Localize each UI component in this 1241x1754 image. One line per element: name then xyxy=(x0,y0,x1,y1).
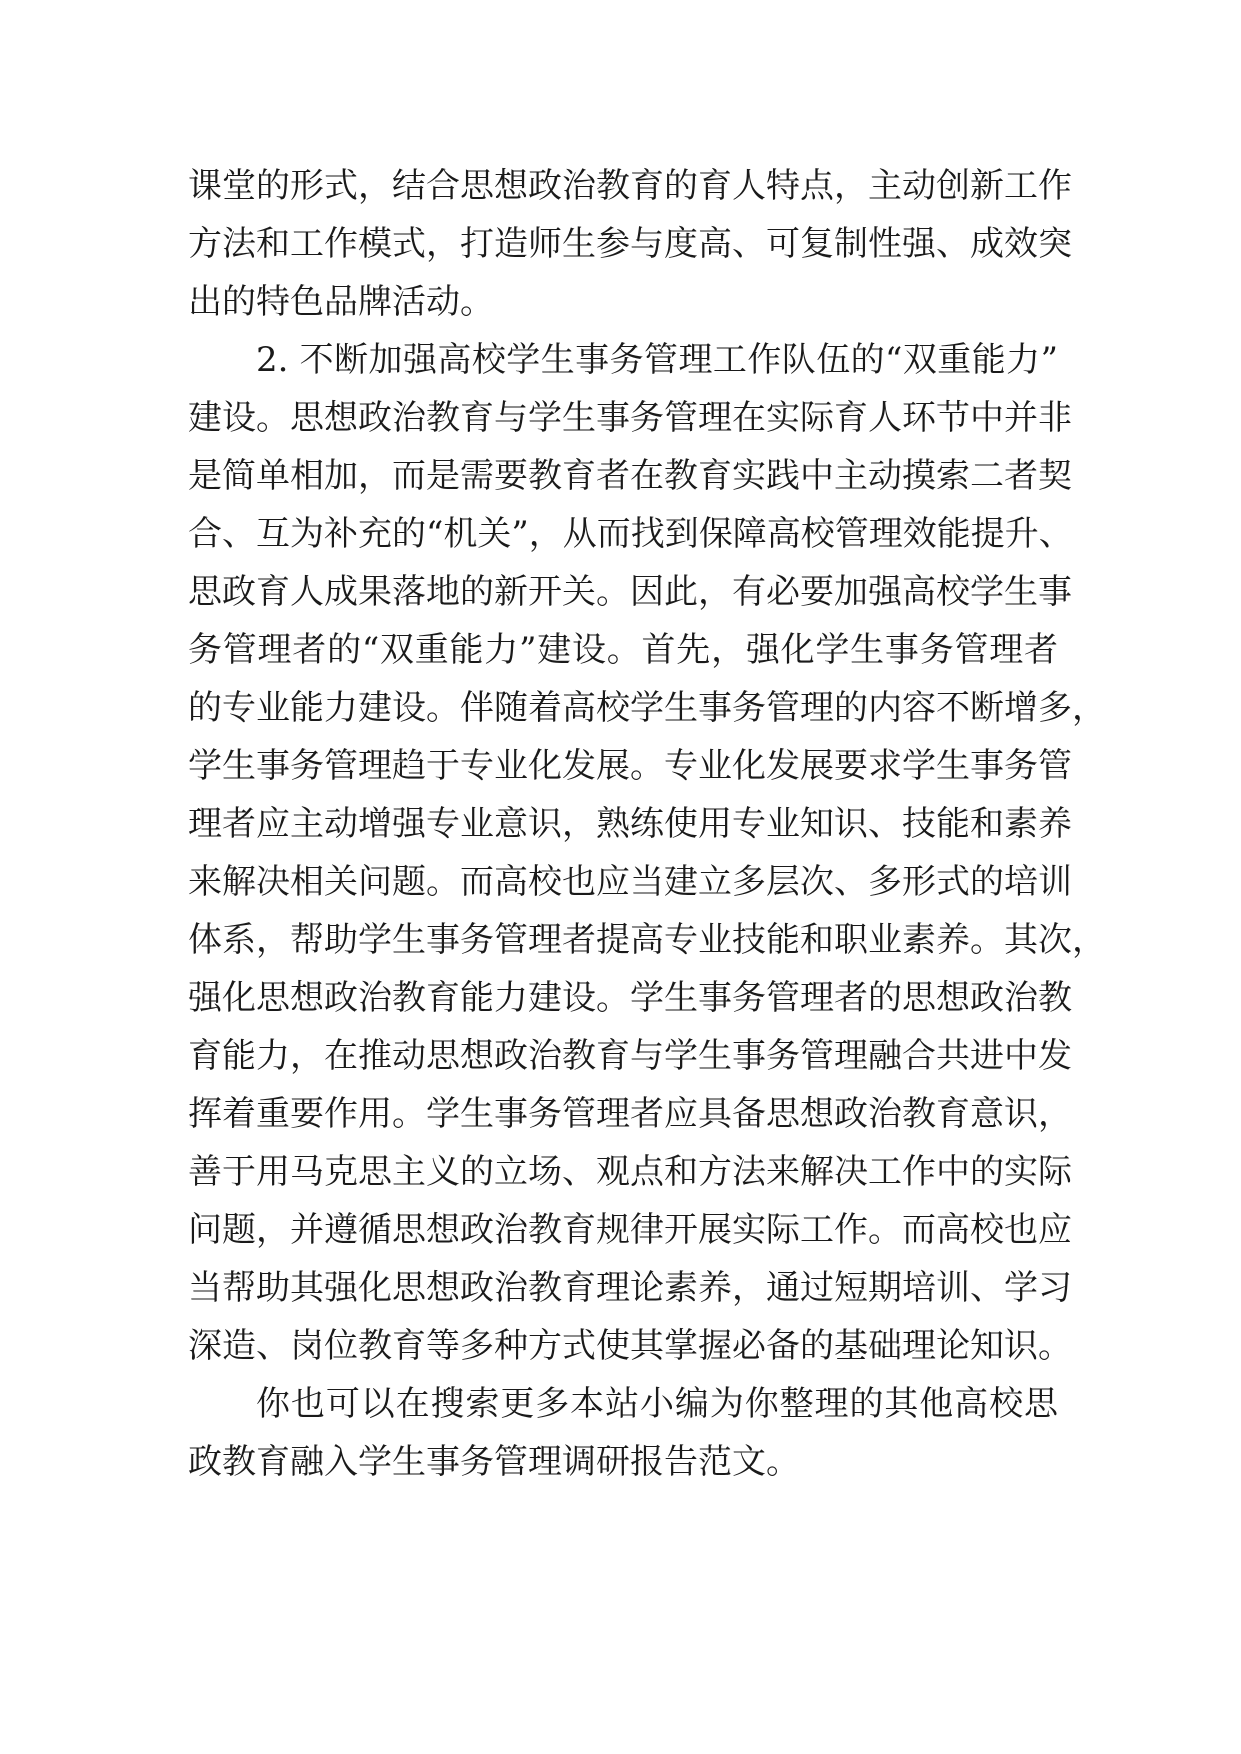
text-line: 思政育人成果落地的新开关。因此，有必要加强高校学生事 xyxy=(188,572,1072,612)
text-line: 政教育融入学生事务管理调研报告范文。 xyxy=(188,1442,800,1482)
text-line: 强化思想政治教育能力建设。学生事务管理者的思想政治教 xyxy=(188,978,1072,1018)
text-line: 的专业能力建设。伴随着高校学生事务管理的内容不断增多， xyxy=(188,688,1106,728)
text-line: 是简单相加，而是需要教育者在教育实践中主动摸索二者契 xyxy=(188,456,1072,496)
text-line: 来解决相关问题。而高校也应当建立多层次、多形式的培训 xyxy=(188,862,1072,902)
text-line: 挥着重要作用。学生事务管理者应具备思想政治教育意识， xyxy=(188,1094,1072,1134)
text-line: 善于用马克思主义的立场、观点和方法来解决工作中的实际 xyxy=(188,1152,1072,1192)
text-line: 出的特色品牌活动。 xyxy=(188,282,494,322)
text-line: 体系，帮助学生事务管理者提高专业技能和职业素养。其次， xyxy=(188,920,1106,960)
text-line: 学生事务管理趋于专业化发展。专业化发展要求学生事务管 xyxy=(188,746,1072,786)
text-line: 2. 不断加强高校学生事务管理工作队伍的“双重能力” xyxy=(256,340,1058,380)
text-line: 务管理者的“双重能力”建设。首先，强化学生事务管理者 xyxy=(188,630,1058,670)
text-line: 你也可以在搜索更多本站小编为你整理的其他高校思 xyxy=(256,1384,1058,1424)
text-line: 方法和工作模式，打造师生参与度高、可复制性强、成效突 xyxy=(188,224,1072,264)
paragraph-1 xyxy=(188,157,1072,331)
text-line: 合、互为补充的“机关”，从而找到保障高校管理效能提升、 xyxy=(188,514,1073,554)
body-text xyxy=(188,157,1106,1491)
text-line: 建设。思想政治教育与学生事务管理在实际育人环节中并非 xyxy=(188,398,1072,438)
text-line: 当帮助其强化思想政治教育理论素养，通过短期培训、学习 xyxy=(188,1268,1072,1308)
text-line: 问题，并遵循思想政治教育规律开展实际工作。而高校也应 xyxy=(188,1210,1072,1250)
text-line: 深造、岗位教育等多种方式使其掌握必备的基础理论知识。 xyxy=(188,1326,1072,1366)
text-line: 育能力，在推动思想政治教育与学生事务管理融合共进中发 xyxy=(188,1036,1072,1076)
paragraph-2 xyxy=(188,331,1106,1375)
paragraph-3 xyxy=(188,1375,1058,1491)
text-line: 理者应主动增强专业意识，熟练使用专业知识、技能和素养 xyxy=(188,804,1072,844)
text-line: 课堂的形式，结合思想政治教育的育人特点，主动创新工作 xyxy=(188,166,1072,206)
